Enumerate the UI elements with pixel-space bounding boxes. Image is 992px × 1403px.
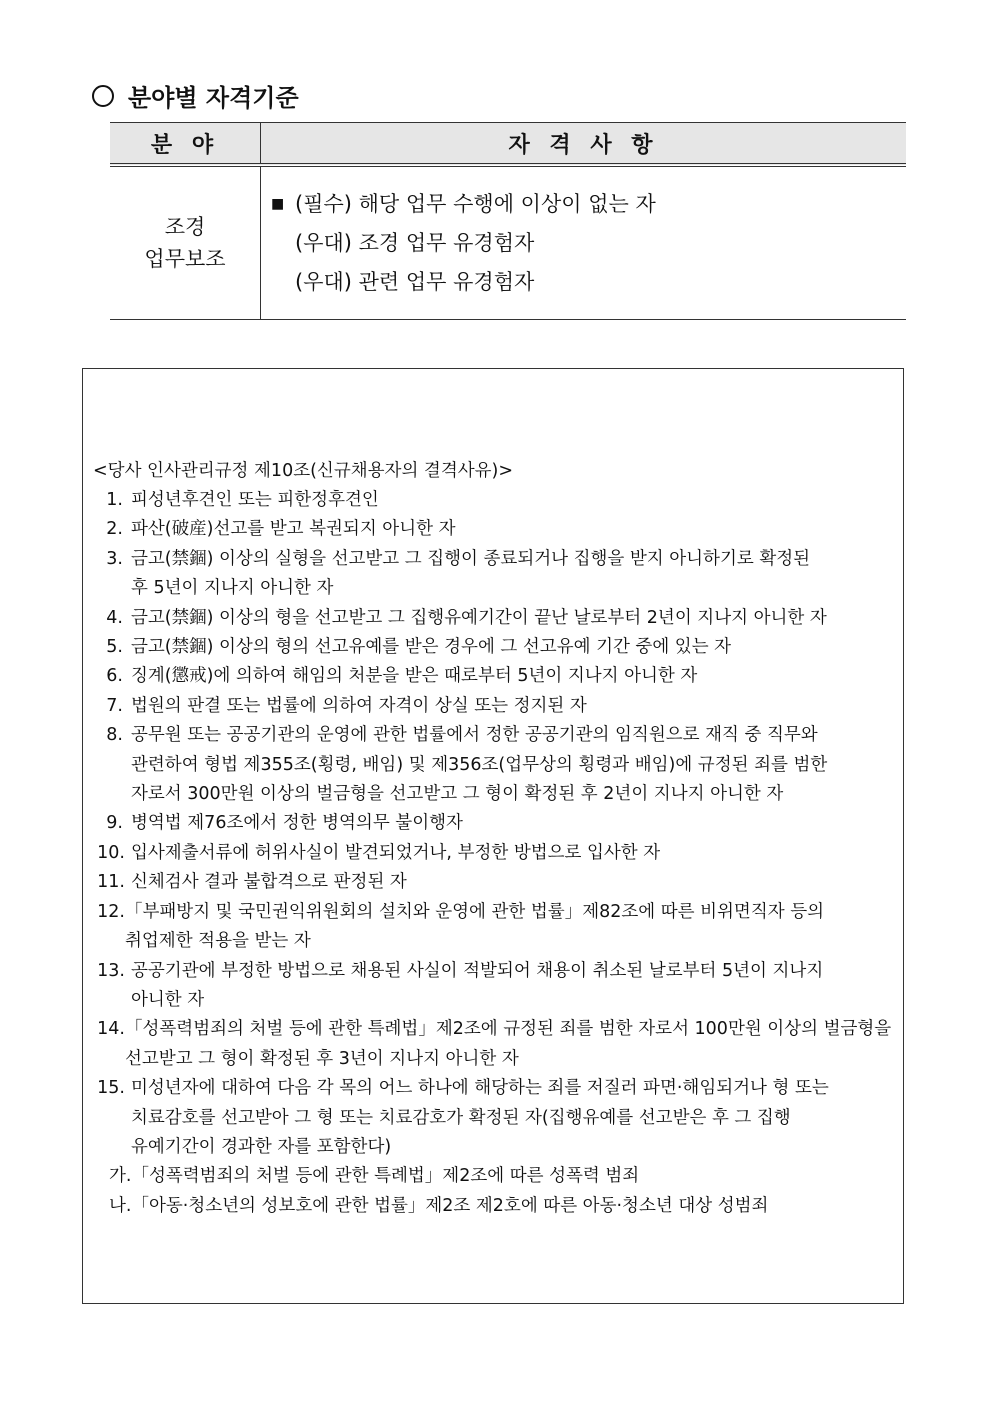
table-header-row [110,123,906,166]
item-number: 2. [106,519,123,540]
disqualification-notice-box [82,368,904,1304]
disqualification-list [93,486,895,1162]
square-bullet-icon: ■ [271,195,285,212]
item-line: 병역법 제76조에서 정한 병역의무 불이행자 [131,813,463,834]
table-row [110,165,906,320]
qualification-line [271,263,905,302]
qualification-text: (필수) 해당 업무 수행에 이상이 없는 자 [295,191,656,216]
qualification-text: (우대) 조경 업무 유경험자 [295,230,535,255]
subitem: 가.「성폭력범죄의 처벌 등에 관한 특례법」제2조에 따른 성폭력 범죄 [109,1166,640,1187]
list-item [93,604,895,633]
item-line: 「성폭력범죄의 처벌 등에 관한 특례법」제2조에 규정된 죄를 범한 자로서 100만원 이상의 벌금형을 [125,1019,892,1040]
list-item [93,486,895,515]
item-number: 12. [97,901,125,922]
item-line: 선고받고 그 형이 확정된 후 3년이 지나지 아니한 자 [125,1048,519,1069]
item-number: 9. [106,813,123,834]
qualification-table [110,122,906,320]
list-item [93,545,895,604]
header-field: 분 야 [110,123,261,166]
item-number: 4. [106,607,123,628]
list-item [93,809,895,838]
list-item [93,662,895,691]
section-title [92,78,299,113]
field-line: 조경 [164,215,206,239]
list-item [93,1015,895,1074]
item-line: 「부패방지 및 국민권익위원회의 설치와 운영에 관한 법률」제82조에 따른 비위면직자 등의 [125,901,825,922]
field-line: 업무보조 [144,247,226,271]
list-item [93,633,895,662]
item-number: 1. [106,490,123,510]
item-number: 11. [97,872,125,893]
item-line: 금고(禁錮) 이상의 실형을 선고받고 그 집행이 종료되거나 집행을 받지 아니하기로 확정된 [131,548,811,569]
list-item [93,957,895,1016]
item-line: 공무원 또는 공공기관의 운영에 관한 법률에서 정한 공공기관의 임직원으로 재직 중 직무와 [131,725,818,746]
item-line: 취업제한 적용을 받는 자 [125,931,311,952]
field-cell [110,165,261,320]
qualifications-cell [261,165,907,320]
item-number: 13. [97,960,125,981]
item-line: 자로서 300만원 이상의 벌금형을 선고받고 그 형이 확정된 후 2년이 지나지 아니한 자 [131,784,784,805]
item-number: 7. [106,695,123,716]
item-number: 14. [97,1019,125,1040]
item-number: 3. [106,548,123,569]
section-title-text: 분야별 자격기준 [128,83,299,112]
item-line: 법원의 판결 또는 법률에 의하여 자격이 상실 또는 정지된 자 [131,695,587,716]
list-item [93,868,895,897]
item-line: 신체검사 결과 불합격으로 판정된 자 [131,872,407,893]
list-item [93,721,895,809]
qualification-text: (우대) 관련 업무 유경험자 [295,269,535,294]
item-line: 치료감호를 선고받아 그 형 또는 치료감호가 확정된 자(집행유예를 선고받은 후 그 집행 [131,1107,791,1128]
item-number: 8. [106,725,123,746]
header-qualifications: 자 격 사 항 [261,123,907,166]
item-line: 후 5년이 지나지 아니한 자 [131,578,334,599]
item-line: 미성년자에 대하여 다음 각 목의 어느 하나에 해당하는 죄를 저질러 파면·해임되거나 형 또는 [131,1078,829,1099]
item-number: 10. [97,842,125,863]
item-line: 관련하여 형법 제355조(횡령, 배임) 및 제356조(업무상의 횡령과 배임)에 규정된 죄를 범한 [131,754,828,775]
qualification-line [271,224,905,263]
list-item [93,515,895,544]
item-line: 금고(禁錮) 이상의 형을 선고받고 그 집행유예기간이 끝난 날로부터 2년이 지나지 아니한 자 [131,607,827,628]
item-line: 금고(禁錮) 이상의 형의 선고유예를 받은 경우에 그 선고유예 기간 중에 있는 자 [131,637,732,658]
notice-heading: <당사 인사관리규정 제10조(신규채용자의 결격사유)> [93,461,514,481]
item-line: 피성년후견인 또는 피한정후견인 [131,490,379,510]
item-number: 5. [106,637,123,658]
item-line: 공공기관에 부정한 방법으로 채용된 사실이 적발되어 채용이 취소된 날로부터 5년이 지나지 [131,960,824,981]
item-line: 입사제출서류에 허위사실이 발견되었거나, 부정한 방법으로 입사한 자 [131,842,661,863]
circle-bullet-icon [92,85,114,107]
item-line: 아니한 자 [131,989,205,1010]
item-number: 6. [106,666,123,687]
item-number: 15. [97,1078,125,1099]
list-item [93,898,895,957]
list-item [93,1074,895,1162]
list-item [93,692,895,721]
item-line: 파산(破産)선고를 받고 복권되지 아니한 자 [131,519,456,540]
item-line: 유예기간이 경과한 자를 포함한다) [131,1136,392,1157]
subitem: 나.「아동·청소년의 성보호에 관한 법률」제2조 제2호에 따른 아동·청소년 대상 성범죄 [109,1195,769,1216]
list-item [93,839,895,868]
qualification-line [271,185,905,224]
item-line: 징계(懲戒)에 의하여 해임의 처분을 받은 때로부터 5년이 지나지 아니한 자 [131,666,698,687]
subitem-list [93,1162,895,1221]
